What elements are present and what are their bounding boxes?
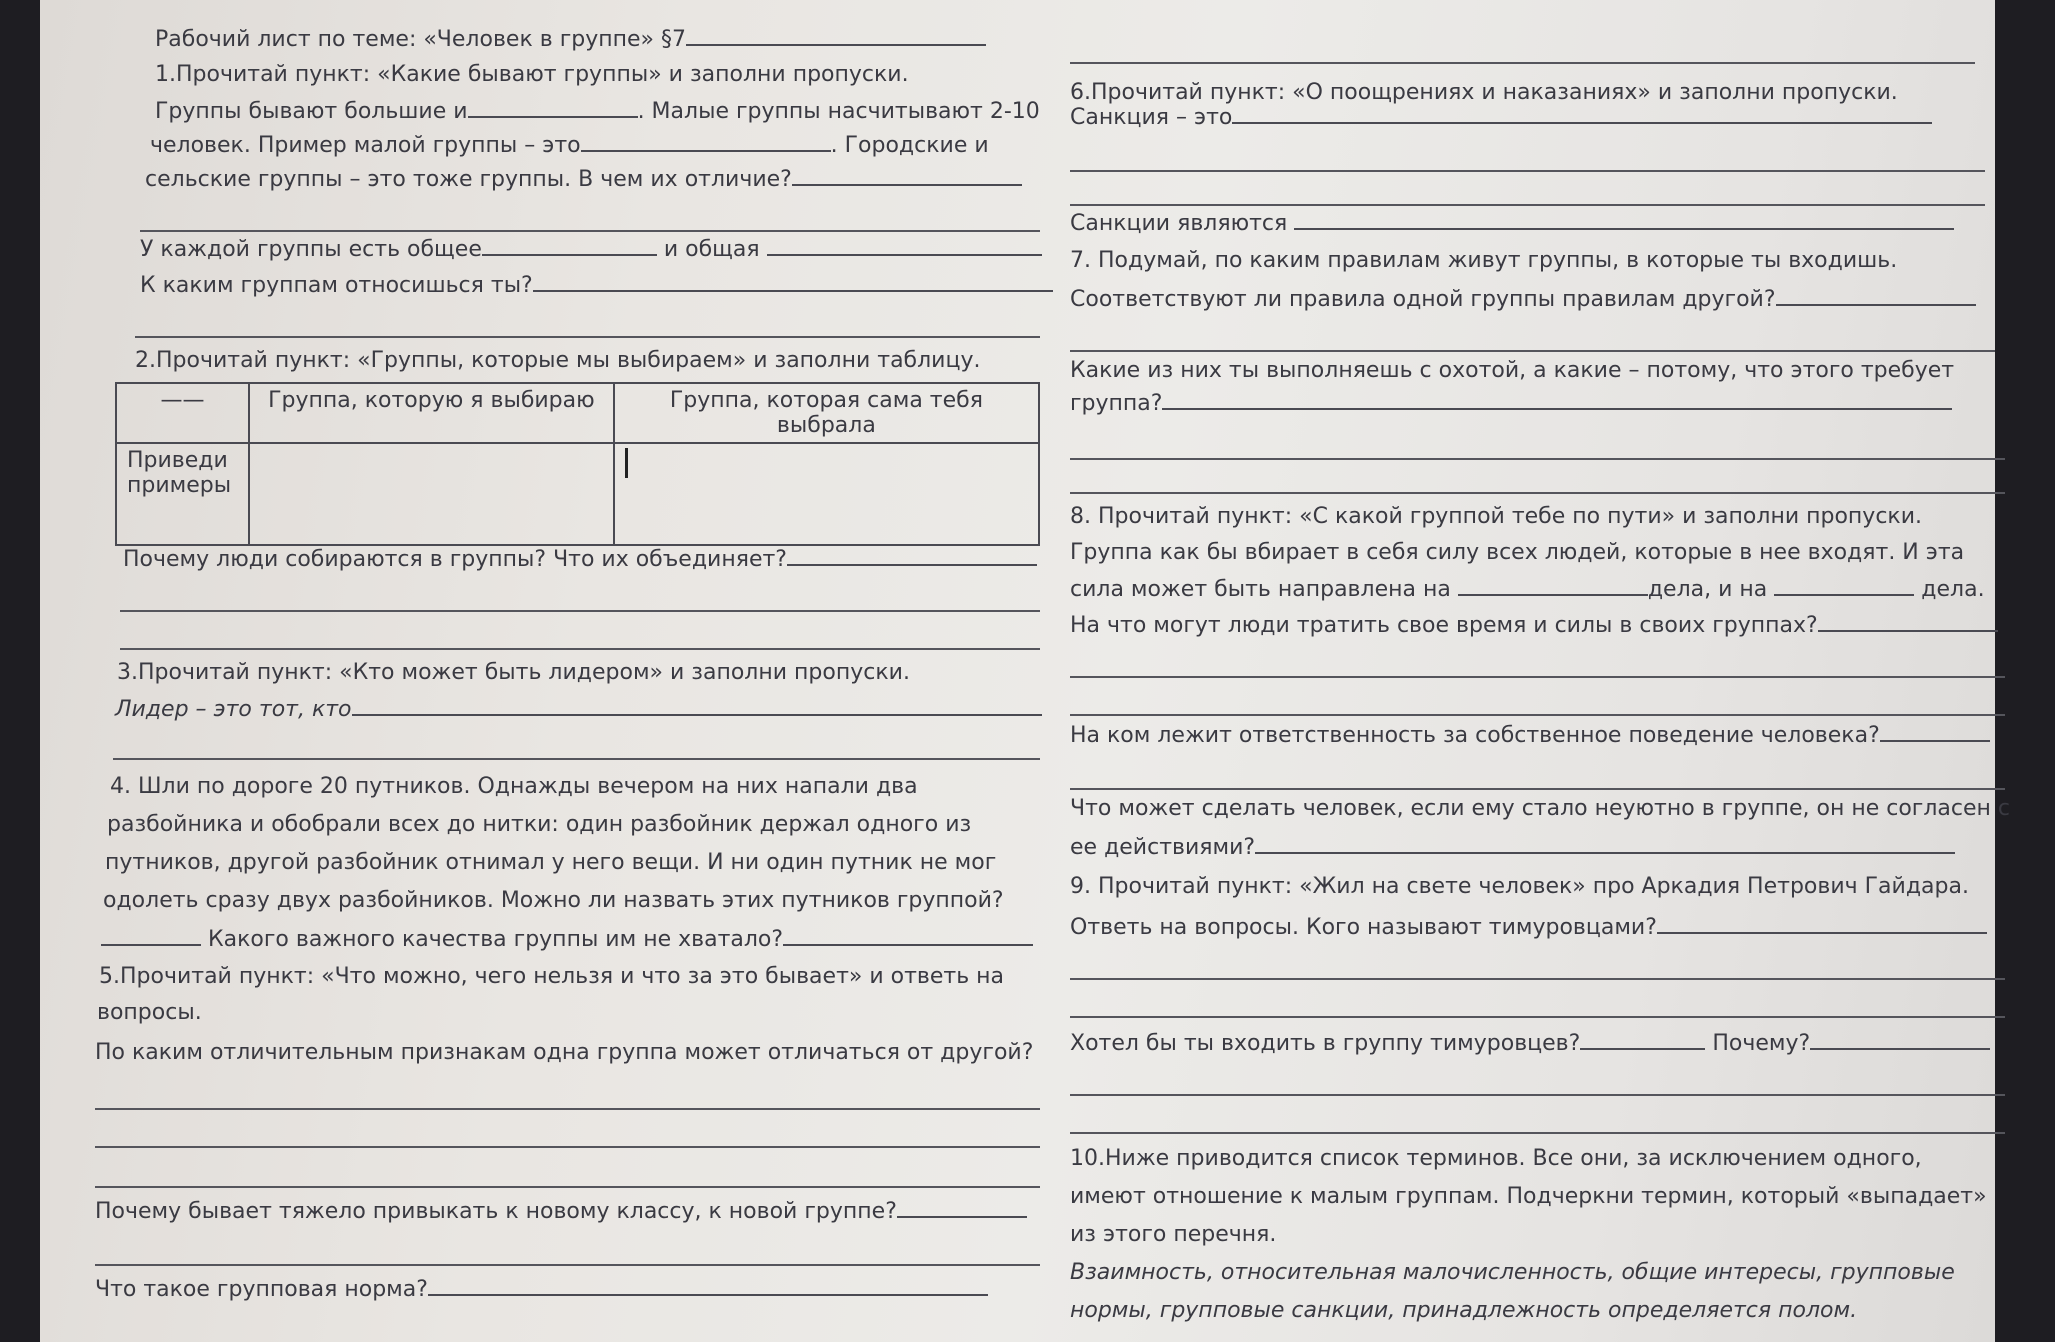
- answer-line: [140, 230, 1040, 232]
- answer-blank: [1232, 104, 1932, 124]
- q6-text: Санкция – это: [1070, 105, 1233, 130]
- q9-line2: [1070, 914, 2005, 941]
- answer-blank: [1776, 286, 1976, 306]
- q3-text: Лидер – это тот, кто: [115, 697, 352, 722]
- q5-line1: 5.Прочитай пункт: «Что можно, чего нельзя и что за это бывает» и ответь на: [99, 964, 1005, 989]
- q3-leader: [115, 696, 1040, 723]
- answer-blank: [1774, 576, 1914, 596]
- table-cell-answer[interactable]: [249, 443, 614, 545]
- q8-text: сила может быть направлена на: [1070, 577, 1451, 602]
- answer-line: [95, 1146, 1040, 1148]
- q1-line4: [140, 236, 1040, 263]
- answer-line: [1070, 676, 2005, 678]
- q5-line3: По каким отличительным признакам одна группа может отличаться от другой?: [95, 1040, 1034, 1065]
- q9-line3: [1070, 1030, 2005, 1057]
- answer-blank: [1580, 1030, 1705, 1050]
- answer-line: [95, 1264, 1040, 1266]
- q6-heading: 6.Прочитай пункт: «О поощрениях и наказаниях» и заполни пропуски.: [1070, 80, 1898, 105]
- answer-blank: [787, 546, 1037, 566]
- answer-blank: [581, 132, 831, 152]
- q7-line1: 7. Подумай, по каким правилам живут группы, в которые ты входишь.: [1070, 248, 1898, 273]
- worksheet-page: [40, 0, 2011, 1342]
- q7-line3: Какие из них ты выполняешь с охотой, а какие – потому, что этого требует: [1070, 358, 1955, 383]
- answer-blank: [533, 272, 1053, 292]
- text-cursor: [625, 448, 628, 478]
- q8-line1: 8. Прочитай пункт: «С какой группой тебе по пути» и заполни пропуски.: [1070, 504, 1923, 529]
- q8-line6: Что может сделать человек, если ему стало неуютно в группе, он не согласен с: [1070, 796, 2011, 821]
- q1-text: У каждой группы есть общее: [140, 237, 482, 262]
- q1-text: К каким группам относишься ты?: [140, 273, 533, 298]
- q8-line2: Группа как бы вбирает в себя силу всех людей, которые в нее входят. И эта: [1070, 540, 1965, 565]
- q1-text: . Городские и: [830, 133, 989, 158]
- answer-line: [1070, 788, 2005, 790]
- q6-sanction: [1070, 104, 2005, 131]
- table-header-row: [116, 383, 1039, 443]
- answer-blank: [1294, 210, 1954, 230]
- q7-line4: [1070, 390, 2005, 417]
- title-text: Рабочий лист по теме: «Человек в группе» §7: [155, 27, 686, 52]
- q9-text: Хотел бы ты входить в группу тимуровцев?: [1070, 1031, 1581, 1056]
- answer-blank: [792, 166, 1022, 186]
- answer-blank: [1880, 722, 1990, 742]
- q4-line1: 4. Шли по дороге 20 путников. Однажды вечером на них напали два: [110, 774, 918, 799]
- answer-line: [1070, 1132, 2005, 1134]
- q1-line3: [145, 166, 1040, 193]
- answer-line: [1070, 458, 2005, 460]
- answer-blank: [101, 926, 201, 946]
- q2-why: [123, 546, 1040, 573]
- q2-text: Почему люди собираются в группы? Что их объединяет?: [123, 547, 787, 572]
- table-row: [116, 443, 1039, 545]
- q10-line2: имеют отношение к малым группам. Подчеркни термин, который «выпадает»: [1070, 1184, 1987, 1209]
- q5-line4: [95, 1198, 1040, 1225]
- q10-terms-line2: нормы, групповые санкции, принадлежность определяется полом.: [1070, 1298, 1858, 1323]
- q1-text: . Малые группы насчитывают 2-10: [637, 99, 1040, 124]
- q7-text: Соответствуют ли правила одной группы правилам другой?: [1070, 287, 1776, 312]
- q5-line5: [95, 1276, 1040, 1303]
- q1-line5: [140, 272, 1040, 299]
- q1-text: сельские группы – это тоже группы. В чем их отличие?: [145, 167, 792, 192]
- q4-line4: одолеть сразу двух разбойников. Можно ли назвать этих путников группой?: [103, 888, 1004, 913]
- q4-text: Какого важного качества группы им не хватало?: [208, 927, 784, 952]
- q2-heading: 2.Прочитай пункт: «Группы, которые мы выбираем» и заполни таблицу.: [135, 348, 981, 373]
- answer-blank: [1657, 914, 1987, 934]
- answer-blank: [1818, 612, 1998, 632]
- q10-terms-line1: Взаимность, относительная малочисленность, общие интересы, групповые: [1070, 1260, 1955, 1285]
- answer-blank: [767, 236, 1042, 256]
- q1-heading: 1.Прочитай пункт: «Какие бывают группы» и заполни пропуски.: [155, 62, 909, 87]
- worksheet-title: [155, 26, 1040, 53]
- answer-line: [1070, 492, 2005, 494]
- q8-text: дела, и на: [1647, 577, 1768, 602]
- q4-line5: [101, 926, 1040, 953]
- q9-text: Ответь на вопросы. Кого называют тимуровцами?: [1070, 915, 1657, 940]
- table-cell-answer[interactable]: [614, 443, 1039, 545]
- answer-blank: [352, 696, 1042, 716]
- answer-line: [113, 758, 1040, 760]
- answer-line: [1070, 170, 1985, 172]
- answer-line: [1070, 350, 1995, 352]
- answer-line: [120, 648, 1040, 650]
- answer-line: [1070, 62, 1975, 64]
- answer-blank: [897, 1198, 1027, 1218]
- q1-line1: [155, 98, 1040, 125]
- answer-blank: [1810, 1030, 1990, 1050]
- answer-blank: [482, 236, 657, 256]
- answer-blank: [468, 98, 638, 118]
- answer-blank: [1162, 390, 1952, 410]
- q7-text: группа?: [1070, 391, 1163, 416]
- q4-line2: разбойника и обобрали всех до нитки: один разбойник держал одного из: [107, 812, 972, 837]
- table-row-label: Приведи примеры: [116, 443, 249, 545]
- title-blank: [686, 26, 986, 46]
- table-header-chosen: Группа, которую я выбираю: [249, 383, 614, 443]
- answer-blank: [428, 1276, 988, 1296]
- q8-text: ее действиями?: [1070, 835, 1256, 860]
- answer-line: [95, 1108, 1040, 1110]
- q7-line2: [1070, 286, 2005, 313]
- q8-text: На что могут люди тратить свое время и силы в своих группах?: [1070, 613, 1818, 638]
- answer-line: [1070, 978, 2005, 980]
- q8-text: На ком лежит ответственность за собственное поведение человека?: [1070, 723, 1880, 748]
- groups-table: [115, 382, 1040, 546]
- q5-text: Что такое групповая норма?: [95, 1277, 428, 1302]
- answer-blank: [1255, 834, 1955, 854]
- answer-blank: [783, 926, 1033, 946]
- answer-line: [1070, 1016, 2005, 1018]
- q1-line2: [150, 132, 1040, 159]
- q5-line2: вопросы.: [97, 1000, 202, 1025]
- table-header-chosen-by: Группа, которая сама тебя выбрала: [614, 383, 1039, 443]
- answer-line: [1070, 204, 1985, 206]
- q1-text: человек. Пример малой группы – это: [150, 133, 581, 158]
- answer-line: [1070, 714, 2005, 716]
- q3-heading: 3.Прочитай пункт: «Кто может быть лидером» и заполни пропуски.: [117, 660, 910, 685]
- q10-line3: из этого перечня.: [1070, 1222, 1277, 1247]
- q1-text: Группы бывают большие и: [155, 99, 468, 124]
- q8-text: дела.: [1921, 577, 1985, 602]
- q9-line1: 9. Прочитай пункт: «Жил на свете человек» про Аркадия Петрович Гайдара.: [1070, 874, 1969, 899]
- q8-line3: [1070, 576, 2005, 603]
- q8-line7: [1070, 834, 2005, 861]
- answer-line: [95, 1186, 1040, 1188]
- table-corner: ——: [116, 383, 249, 443]
- q4-line3: путников, другой разбойник отнимал у него вещи. И ни один путник не мог: [105, 850, 997, 875]
- q1-text: и общая: [663, 237, 760, 262]
- answer-line: [1070, 1094, 2005, 1096]
- q10-line1: 10.Ниже приводится список терминов. Все они, за исключением одного,: [1070, 1146, 1922, 1171]
- q8-line4: [1070, 612, 2005, 639]
- q9-text: Почему?: [1712, 1031, 1811, 1056]
- answer-blank: [1458, 576, 1648, 596]
- answer-line: [120, 610, 1040, 612]
- answer-line: [135, 336, 1040, 338]
- q8-line5: [1070, 722, 2005, 749]
- q5-text: Почему бывает тяжело привыкать к новому классу, к новой группе?: [95, 1199, 897, 1224]
- q6-sanctions-are: [1070, 210, 2005, 237]
- q6-text: Санкции являются: [1070, 211, 1288, 236]
